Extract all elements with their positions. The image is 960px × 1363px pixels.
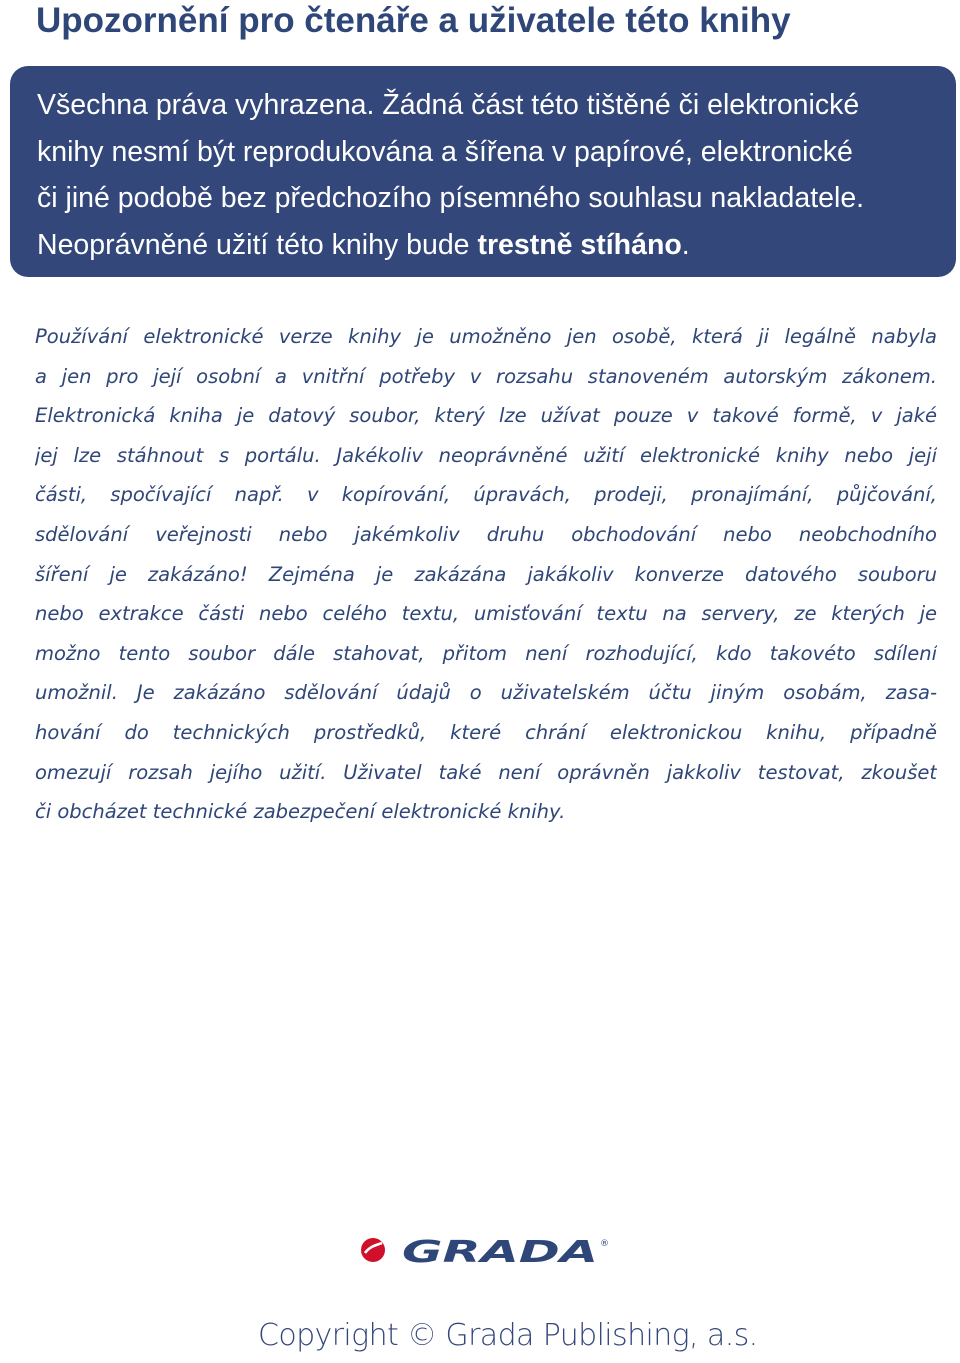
notice-line-13: či obcházet technické zabezpečení elektronické knihy. <box>35 800 566 824</box>
rights-line-1: Všechna práva vyhrazena. Žádná část této tištěné či elektronické <box>37 89 860 121</box>
notice-line-7: šíření je zakázáno! Zejména je zakázána jakákoliv konverze datového souboru <box>35 562 937 586</box>
notice-line-11: hování do technických prostředků, které chrání elektronickou knihu, případně <box>35 720 937 744</box>
notice-line-8: nebo extrakce části nebo celého textu, umisťování textu na servery, ze kterých je <box>35 602 937 626</box>
rights-banner <box>10 66 956 277</box>
notice-line-10: umožnil. Je zakázáno sdělování údajů o uživatelském účtu jiným osobám, zasa- <box>35 681 937 705</box>
page-title: Upozornění pro čtenáře a uživatele této knihy <box>36 1 791 40</box>
rights-text <box>37 82 942 268</box>
grada-logo-registered: ® <box>600 1239 609 1249</box>
rights-line-3: či jiné podobě bez předchozího písemného souhlasu nakladatele. <box>37 182 865 214</box>
rights-line-4-suffix: . <box>681 228 690 261</box>
usage-notice <box>35 317 937 832</box>
notice-line-12: omezují rozsah jejího užití. Uživatel také není oprávněn jakkoliv testovat, zkoušet <box>35 760 937 784</box>
notice-line-9: možno tento soubor dále stahovat, přitom není rozhodující, kdo takovéto sdílení <box>35 641 937 665</box>
notice-line-6: sdělování veřejnosti nebo jakémkoliv druhu obchodování nebo neobchodního <box>35 522 937 546</box>
copyright-notice: Copyright © Grada Publishing, a.s. <box>258 1318 758 1353</box>
notice-line-4: jej lze stáhnout s portálu. Jakékoliv neoprávněné užití elektronické knihy nebo její <box>35 443 937 467</box>
rights-line-2: knihy nesmí být reprodukována a šířena v papírové, elektronické <box>37 135 853 168</box>
grada-logo-mark <box>361 1238 385 1262</box>
grada-logo-wordmark: GRADA <box>402 1235 598 1268</box>
notice-line-1: Používání elektronické verze knihy je umožněno jen osobě, která ji legálně nabyla <box>35 325 937 348</box>
notice-line-5: části, spočívající např. v kopírování, úpravách, prodeji, pronajímání, půjčování, <box>35 483 937 507</box>
rights-line-4-bold: trestně stíháno <box>477 228 682 261</box>
rights-line-4-prefix: Neoprávněné užití této knihy bude <box>37 228 478 261</box>
notice-line-3: Elektronická kniha je datový soubor, který lze užívat pouze v takové formě, v jaké <box>35 404 937 428</box>
grada-logo <box>360 1232 612 1268</box>
notice-line-2: a jen pro její osobní a vnitřní potřeby v rozsahu stanoveném autorským zákonem. <box>35 364 937 388</box>
rights-line-4 <box>37 222 942 269</box>
